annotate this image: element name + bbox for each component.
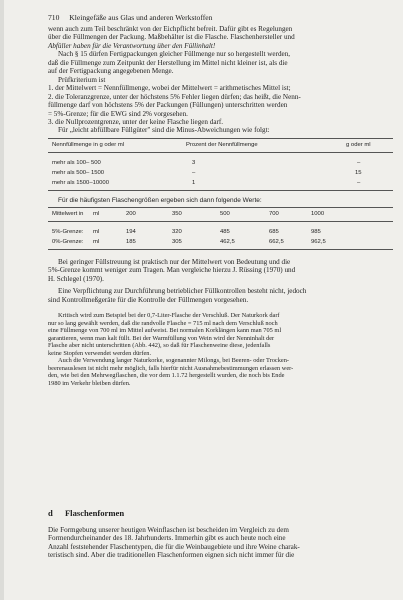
- text-line: wenn auch zum Teil beschränkt von der Eichpflicht befreit. Dafür gibt es Regelungen: [48, 25, 293, 33]
- table-cell: 0%-Grenze:: [52, 239, 84, 245]
- cork-paragraphs: [48, 312, 393, 387]
- text-line: den, wie bei den Mehrwegflaschen, die vor dem 1.1.72 hergestellt wurden, die noch bis Ende: [48, 372, 285, 380]
- page-number: 710: [48, 13, 60, 22]
- table-header: 700: [269, 211, 279, 217]
- table-header: 500: [220, 211, 230, 217]
- table-cell: ml: [93, 239, 100, 245]
- text-line: Anzahl feststehender Flaschentypen, die für die Weinbaugebiete und ihre Weine charak-: [48, 542, 300, 551]
- text-line: Die Formgebung unserer heutigen Weinflaschen ist bescheiden im Vergleich zu dem: [48, 526, 289, 534]
- table-cell: 5%-Grenze:: [52, 229, 84, 235]
- table-header: Prozent der Nennfüllmenge: [186, 142, 258, 148]
- table-cell: 185: [126, 239, 136, 245]
- section-title: Flaschenformen: [64, 508, 125, 518]
- table-cell: 485: [220, 229, 230, 235]
- table-rule: [48, 138, 393, 139]
- running-header: [48, 13, 212, 22]
- text-line: Auch die Verwendung langer Naturkorke, sogenannter Milongs, bei Beeren- oder Trocken-: [58, 357, 290, 365]
- text-line: daß die Füllmenge zum Zeitpunkt der Herstellung im Mittel nicht kleiner ist, als die: [48, 58, 288, 67]
- table-cell: 3: [192, 160, 196, 166]
- table-cell: mehr als 500– 1500: [52, 170, 105, 176]
- table-rule: [48, 207, 393, 208]
- text-line: Formendurcheinander des 18. Jahrhunderts. Immerhin gibt es auch heute noch eine: [48, 534, 286, 543]
- book-page: [4, 0, 403, 600]
- table-cell: 194: [126, 229, 136, 235]
- text-line: Für „leicht abfüllbare Füllgüter" sind die Minus-Abweichungen wie folgt:: [58, 126, 270, 135]
- table-rule: [48, 190, 393, 191]
- table-cell: 15: [355, 170, 362, 176]
- table-header: g oder ml: [346, 142, 371, 148]
- text-line: 2. die Toleranzgrenze, unter der höchstens 5% Fehler liegen dürfen; das heißt, die Nenn-: [48, 92, 301, 101]
- fill-variance-paragraphs: [48, 258, 393, 304]
- table-cell: ml: [93, 229, 100, 235]
- running-title: Kleingefäße aus Glas und anderen Werkstoffen: [69, 13, 213, 22]
- text-line: 1980 im Verkehr bleiben dürfen.: [48, 379, 131, 387]
- table-rule: [48, 249, 393, 250]
- text-line: keine Stopfen verwendet werden dürfen.: [48, 349, 152, 357]
- text-line: H. Schlegel (1970).: [48, 274, 104, 283]
- table-header: 200: [126, 211, 136, 217]
- text-line: Abfüller haben für die Verantwortung über den Füllinhalt!: [48, 41, 216, 50]
- text-line: beerenauslesen ist nicht mehr möglich, falls hierfür nicht Ausnahmebestimmungen erlassen wer-: [48, 364, 294, 372]
- text-line: eine Füllmenge von 700 ml im Mittel aufweist. Bei normalen Korklängen kann man 705 ml: [48, 327, 282, 335]
- bottle-shapes-paragraph: [48, 526, 393, 560]
- text-line: Flasche aber nicht unterschritten (Abb. 442), so daß für Flaschenweine diese, jedenfalls: [48, 342, 271, 350]
- text-line: sind Kontrollmeßgeräte für die Kontrolle der Füllmengen vorgesehen.: [48, 295, 249, 304]
- table-header: ml: [93, 211, 100, 217]
- table-cell: mehr als 1500–10000: [52, 180, 109, 186]
- table-cell: 662,5: [269, 239, 284, 245]
- table-rule: [48, 221, 393, 222]
- table-header: 350: [172, 211, 182, 217]
- table-cell: 1: [192, 180, 196, 186]
- section-heading: [48, 508, 124, 518]
- table-cell: 962,5: [311, 239, 326, 245]
- table-cell: 305: [172, 239, 182, 245]
- text-line: über die Füllmengen der Packung. Maßbehälter ist die Flasche. Flaschenhersteller und: [48, 33, 295, 42]
- text-line: Kritisch wird zum Beispiel bei der 0,7-Liter-Flasche der Verschluß. Der Naturkork darf: [58, 312, 280, 319]
- table-header: Mittelwert in: [52, 211, 84, 217]
- section-letter: d: [48, 508, 53, 518]
- text-line: 3. die Nullprozentgrenze, unter der keine Flasche liegen darf.: [48, 117, 224, 126]
- table-cell: 320: [172, 229, 182, 235]
- text-line: 1. der Mittelwert = Nennfüllmenge, wobei der Mittelwert = arithmetisches Mittel ist;: [48, 84, 291, 93]
- table-header: Nennfüllmenge in g oder ml: [52, 142, 125, 148]
- text-line: teristisch sind. Aber die traditionellen Flaschenformen eignen sich nicht immer für die: [48, 551, 295, 560]
- text-line: füllmenge darf von höchstens 5% der Packungen (Füllungen) unterschritten werden: [48, 101, 288, 110]
- text-line: Nach § 15 dürfen Fertigpackungen gleicher Füllmenge nur so hergestellt werden,: [58, 50, 291, 59]
- table-cell: –: [357, 180, 361, 186]
- table2-intro: Für die häufigsten Flaschengrößen ergeben sich dann folgende Werte:: [58, 197, 262, 204]
- text-line: 5%-Grenze kommt weniger zum Tragen. Man vergleiche hierzu J. Rüssing (1970) und: [48, 266, 296, 275]
- table-header: 1000: [311, 211, 325, 217]
- text-line: Eine Verpflichtung zur Durchführung betrieblicher Füllkontrollen besteht nicht, jedoch: [58, 287, 307, 296]
- text-line: = 5%-Grenze; für die EWG sind 2% vorgesehen.: [48, 109, 188, 118]
- table-cell: –: [192, 170, 196, 176]
- table-cell: mehr als 100– 500: [52, 160, 101, 166]
- text-line: auf der Fertigpackung angegebenen Menge.: [48, 67, 174, 76]
- table-rule: [48, 152, 393, 153]
- text-line: garantieren, wenn man kalt füllt. Bei der Warmfüllung von Wein wird der Nenninhalt der: [48, 334, 275, 342]
- table-cell: –: [357, 160, 361, 166]
- text-line: Bei geringer Füllstreuung ist praktisch nur der Mittelwert von Bedeutung und die: [58, 258, 291, 266]
- table-cell: 985: [311, 229, 321, 235]
- text-line: nur so lang gewählt werden, daß die randvolle Flasche = 715 ml nach dem Verschluß noch: [48, 319, 278, 327]
- intro-paragraphs: [48, 25, 393, 135]
- table-cell: 462,5: [220, 239, 235, 245]
- text-line: Prüfkriterium ist: [58, 75, 106, 84]
- table-cell: 685: [269, 229, 279, 235]
